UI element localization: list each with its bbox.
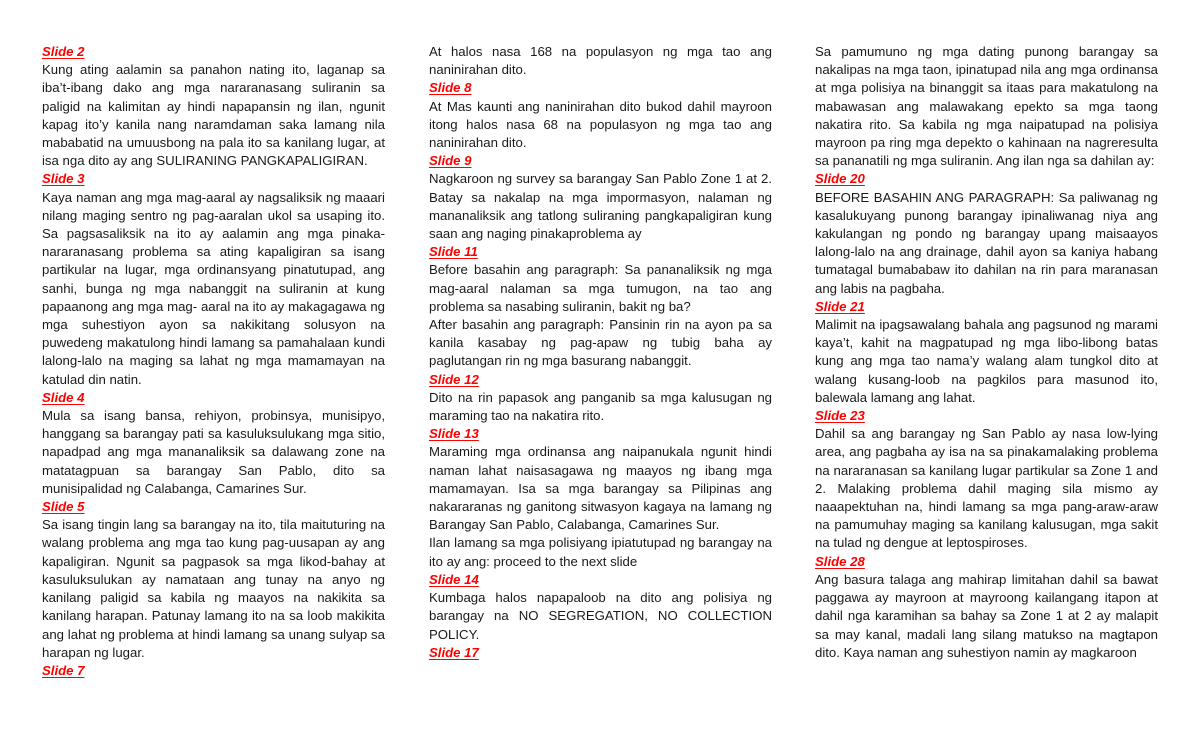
slide-note-paragraph: Ilan lamang sa mga polisiyang ipiatutupad ng barangay na ito ay ang: proceed to the next slide [429, 535, 772, 569]
slide-note-paragraph: At Mas kaunti ang naninirahan dito bukod dahil mayroon itong halos nasa 68 na populasyon ng mga tao ang naninirahan dito. [429, 98, 772, 151]
slide-note-paragraph: After basahin ang paragraph: Pansinin rin na ayon pa sa kanila kasabay ng pag-apaw ng tubig baha ay paglutangan rin ng mga basurang nabanggit. [429, 317, 772, 369]
slide-heading: Slide 28 [815, 553, 865, 569]
slide-heading: Slide 9 [429, 153, 472, 169]
slide-note-paragraph: Mula sa isang bansa, rehiyon, probinsya, munisipyo, hanggang sa barangay pati sa kasuluksulukang mga sitio, napadpad ang mga mananaliksik sa dalawang zone na matatagpuan sa barangay San Pablo, dito sa munisipalidad ng Calabanga, Camarines Sur. [42, 408, 385, 496]
slide-note-paragraph: Kaya naman ang mga mag-aaral ay nagsaliksik ng maaari nilang maging sentro ng pag-aaralan ukol sa usaping ito. Sa pagsasaliksik na ito ay aalamin ang mga pinaka-nararanasang problema sa ating kapaligiran sa isang partikular na lugar, mga ordinansyang pinatutupad, ang sanhi, bunga ng mga nabanggit na suliranin at kung papaanong ang mga mag- aaral na ito ay makagagawa ng mga suhestiyon ayon sa nakikitang solusyon na puwedeng makatulong hindi lamang sa pamahalaan kundi lalong-lalo na maging sa lahat ng mga mamamayan na katulad din natin. [42, 189, 385, 387]
slide-note-paragraph: Before basahin ang paragraph: Sa pananaliksik ng mga mag-aaral nalaman sa mga tumugon, na tao ang problema sa nasabing suliranin, bakit ng ba? [429, 262, 772, 314]
slide-heading: Slide 8 [429, 80, 472, 96]
slide-note-paragraph: Kung ating aalamin sa panahon nating ito, laganap sa iba’t-ibang dako ang mga nararanasang suliranin sa paligid na kalimitan ay hindi napapansin ng ilan, ngunit kapag ito’y kanila nang naramdaman saka lamang nila mababatid na umuusbong na pala ito sa kanilang lugar, at isa nga dito ay ang SULIRANING PANGKAPALIGIRAN. [42, 62, 385, 169]
slide-heading: Slide 3 [42, 171, 85, 187]
slide-note-paragraph: Dito na rin papasok ang panganib sa mga kalusugan ng maraming tao na nakatira rito. [429, 389, 772, 424]
slide-note-paragraph: Sa pamumuno ng mga dating punong barangay sa nakalipas na mga taon, ipinatupad nila ang mga ordinansa at mga polisiya na binanggit sa itaas para makatulong na mabawasan ang malawakang epekto sa mga taong nakatira rito. Sa kabila ng mga naipatupad na polisiya mayroon pa ring mga depekto o kahinaan na nagreresulta sa pananatili ng mga suliranin. Ang ilan nga sa dahilan ay: [815, 44, 1158, 169]
slide-note-paragraph: Maraming mga ordinansa ang naipanukala ngunit hindi naman lahat naisasagawa ng maayos ng ibang mga mamamayan. Isa sa mga barangay sa Pilipinas ang nakararanas ng ganitong sitwasyon kagaya na lamang ng Barangay San Pablo, Calabanga, Camarines Sur. [429, 444, 772, 533]
slide-heading: Slide 11 [429, 244, 478, 260]
slide-note-paragraph: Sa isang tingin lang sa barangay na ito, tila maituturing na walang problema ang mga tao kung pag-uusapan ay ang kapaligiran. Ngunit sa pagpasok sa mga likod-bahay at kasuluksulukan ay namataan ang tunay na anyo ng kanilang paligid sa kabila ng maayos na nakikita sa kanilang harapan. Patunay lamang ito na sa loob makikita ang lahat ng problema at hindi lamang sa unang sulyap sa harapan ng lugar. [42, 517, 385, 660]
slide-note-paragraph: Kumbaga halos napapaloob na dito ang polisiya ng barangay na NO SEGREGATION, NO COLLECTION POLICY. [429, 590, 772, 642]
slide-heading: Slide 14 [429, 571, 479, 587]
text-column-2 [429, 43, 772, 662]
slide-note-paragraph: Ang basura talaga ang mahirap limitahan dahil sa bawat paggawa ay mayroon at mayroong kailangang itapon at dahil nga karamihan sa bahay sa Zone 1 at 2 ay malapit sa may kanal, madali lang silang matukso na magtapon dito. Kaya naman ang suhestiyon namin ay magkaroon [815, 571, 1158, 660]
slide-note-paragraph: Dahil sa ang barangay ng San Pablo ay nasa low-lying area, ang pagbaha ay isa na sa pinakamalaking problema na nararanasan sa kanilang lugar partikular sa Zone 1 and 2. Malaking problema dahil maging sila mismo ay naaapektuhan na, hindi lamang sa mga pang-araw-araw na pamumuhay maging sa kanilang kalusugan, mga sakit na tulad ng dengue at leptospiroses. [815, 426, 1158, 551]
slide-heading: Slide 17 [429, 644, 479, 660]
slide-note-paragraph: Nagkaroon ng survey sa barangay San Pablo Zone 1 at 2. Batay sa nakalap na mga impormasyon, nalaman ng mananaliksik ang tatlong suliraning pangkapaligiran kung saan ang naging pinakaproblema ay [429, 171, 772, 242]
slide-heading: Slide 20 [815, 171, 865, 187]
text-column-1 [42, 43, 385, 680]
slide-heading: Slide 21 [815, 298, 865, 314]
slide-heading: Slide 7 [42, 662, 85, 678]
slide-note-paragraph: BEFORE BASAHIN ANG PARAGRAPH: Sa paliwanag ng kasalukuyang punong barangay ipinaliwanag niya ang kakulangan ng pondo ng barangay upang maisaayos lalong-lalo na ang drainage, dahil ayon sa kaniya habang tumatagal bumababaw ito dahilan na rin para maranasan ang labis na pagbaha. [815, 189, 1158, 296]
slide-heading: Slide 5 [42, 499, 85, 515]
slide-heading: Slide 2 [42, 44, 85, 59]
slide-heading: Slide 12 [429, 371, 479, 387]
slide-note-paragraph: At halos nasa 168 na populasyon ng mga tao ang naninirahan dito. [429, 44, 772, 78]
slide-heading: Slide 13 [429, 426, 479, 442]
slide-heading: Slide 23 [815, 408, 865, 424]
slide-heading: Slide 4 [42, 389, 85, 405]
slide-note-paragraph: Malimit na ipagsawalang bahala ang pagsunod ng marami kaya’t, kahit na magpatupad ng mga libo-libong batas kung ang mga tao nama’y walang alam tungkol dito at walang kusang-loob na pagkilos para masunod ito, balewala lamang ang lahat. [815, 317, 1158, 405]
text-column-3 [815, 43, 1158, 662]
